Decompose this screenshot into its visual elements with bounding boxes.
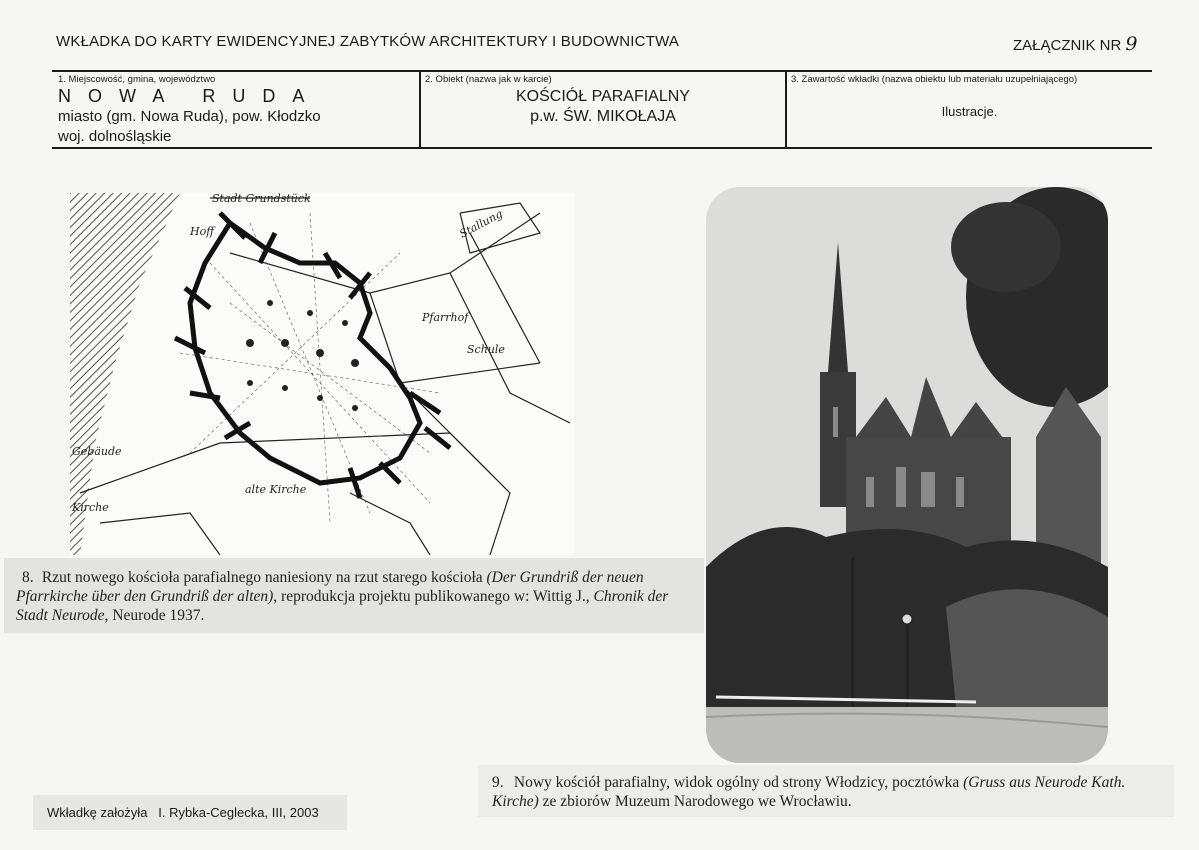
document-title: WKŁADKA DO KARTY EWIDENCYJNEJ ZABYTKÓW ARCHITEKTURY I BUDOWNICTWA bbox=[56, 33, 680, 50]
annex-number-label bbox=[1013, 33, 1137, 55]
figure-8-caption bbox=[4, 558, 704, 633]
svg-text:Pfarrhof: Pfarrhof bbox=[422, 311, 469, 324]
author-label: Wkładkę założyła bbox=[47, 805, 148, 820]
svg-text:alte Kirche: alte Kirche bbox=[245, 483, 307, 496]
church-photo-drawing bbox=[706, 187, 1108, 763]
floor-plan-drawing bbox=[70, 193, 574, 555]
author-name: I. Rybka-Ceglecka, III, 2003 bbox=[158, 805, 319, 820]
figure-9-number: 9. bbox=[492, 774, 504, 791]
floor-plan-image bbox=[70, 193, 574, 555]
figure-9-text-1: Nowy kościół parafialny, widok ogólny od strony Włodzicy, pocztówka bbox=[513, 774, 964, 791]
figure-9-text-2: ze zbiorów Muzeum Narodowego we Wrocławiu. bbox=[538, 793, 852, 810]
church-postcard-photo bbox=[706, 187, 1108, 763]
author-footer bbox=[33, 795, 347, 830]
location-line-1: miasto (gm. Nowa Ruda), pow. Kłodzko bbox=[58, 108, 321, 125]
svg-text:Stadt Grundstück: Stadt Grundstück bbox=[212, 193, 311, 205]
figure-8-text-1: Rzut nowego kościoła parafialnego naniesiony na rzut starego kościoła bbox=[41, 569, 487, 586]
contents-field-label: 3. Zawartość wkładki (nazwa obiektu lub materiału uzupełniającego) bbox=[791, 74, 1078, 85]
object-field-label: 2. Obiekt (nazwa jak w karcie) bbox=[425, 74, 552, 85]
location-field-label: 1. Miejscowość, gmina, województwo bbox=[58, 74, 216, 85]
object-dedication: p.w. ŚW. MIKOŁAJA bbox=[530, 108, 676, 125]
location-city: NOWA RUDA bbox=[58, 86, 322, 106]
contents-value: Ilustracje. bbox=[941, 104, 998, 119]
svg-text:Gebäude: Gebäude bbox=[72, 445, 122, 458]
figure-8-source-title: Chronik der Stadt Neurode bbox=[16, 588, 669, 624]
figure-9-postcard-title: (Gruss aus Neurode Kath. Kirche) bbox=[492, 774, 1126, 810]
figure-9-caption bbox=[478, 765, 1174, 817]
svg-text:Hoff: Hoff bbox=[190, 225, 215, 238]
figure-8-text-2: , reprodukcja projektu publikowanego w: Wittig J., bbox=[273, 588, 594, 605]
svg-text:Kirche: Kirche bbox=[72, 501, 109, 514]
figure-8-number: 8. bbox=[22, 569, 34, 586]
svg-text:Stallung: Stallung bbox=[457, 207, 505, 241]
location-line-2: woj. dolnośląskie bbox=[58, 128, 172, 145]
form-top-rule bbox=[52, 70, 1152, 72]
object-name: KOŚCIÓŁ PARAFIALNY bbox=[516, 88, 690, 105]
svg-text:Schule: Schule bbox=[467, 343, 505, 356]
figure-8-german-title: (Der Grundriß der neuen Pfarrkirche über den Grundriß der alten) bbox=[16, 569, 644, 605]
annex-number: 9 bbox=[1125, 33, 1138, 55]
figure-8-text-3: , Neurode 1937. bbox=[104, 607, 205, 624]
form-bottom-rule bbox=[52, 147, 1152, 149]
annex-label: ZAŁĄCZNIK NR bbox=[1013, 37, 1122, 54]
